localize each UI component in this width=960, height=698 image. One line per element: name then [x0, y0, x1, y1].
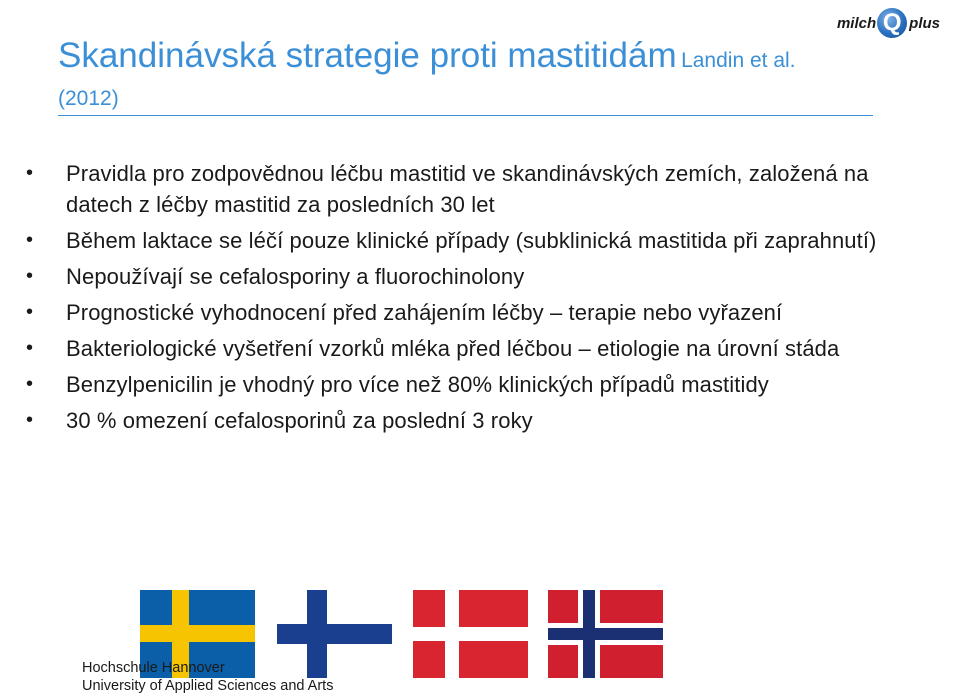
bullet-list [0, 158, 960, 441]
slide-title-main: Skandinávská strategie proti mastitidám [58, 36, 677, 75]
denmark-flag-icon [413, 590, 528, 678]
finland-flag-icon [277, 590, 392, 678]
bullet-item: • Pravidla pro zodpovědnou léčbu mastitid ve skandinávských zemích, založená na datech z léčby mastitid za posledních 30 let [0, 158, 960, 220]
norway-flag-icon [548, 590, 663, 678]
bullet-item: • Prognostické vyhodnocení před zahájením léčby – terapie nebo vyřazení [0, 297, 960, 328]
denmark-flag-cross-horizontal [413, 627, 528, 641]
logo-text-plus: plus [909, 14, 940, 32]
sweden-flag-cross-horizontal [140, 625, 255, 642]
finland-flag-cross-horizontal [277, 624, 392, 644]
bullet-item: • Během laktace se léčí pouze klinické případy (subklinická mastitida při zaprahnutí) [0, 225, 960, 256]
logo-q-icon: Q [877, 8, 907, 38]
slide-title [58, 34, 873, 116]
bullet-item: • 30 % omezení cefalosporinů za poslední 3 roky [0, 405, 960, 436]
university-name-de: Hochschule Hannover [82, 660, 225, 676]
slide-title-author: Landin et al. [681, 49, 796, 72]
bullet-item: • Nepoužívají se cefalosporiny a fluorochinolony [0, 261, 960, 292]
norway-flag-cross-inner-horizontal [548, 628, 663, 640]
slide-title-year: (2012) [58, 87, 119, 110]
bullet-item: • Bakteriologické vyšetření vzorků mléka před léčbou – etiologie na úrovní stáda [0, 333, 960, 364]
bullet-item: • Benzylpenicilin je vhodný pro více než 80% klinických případů mastitidy [0, 369, 960, 400]
university-name-en: University of Applied Sciences and Arts [82, 678, 334, 694]
logo-text-milch: milch [836, 14, 877, 32]
